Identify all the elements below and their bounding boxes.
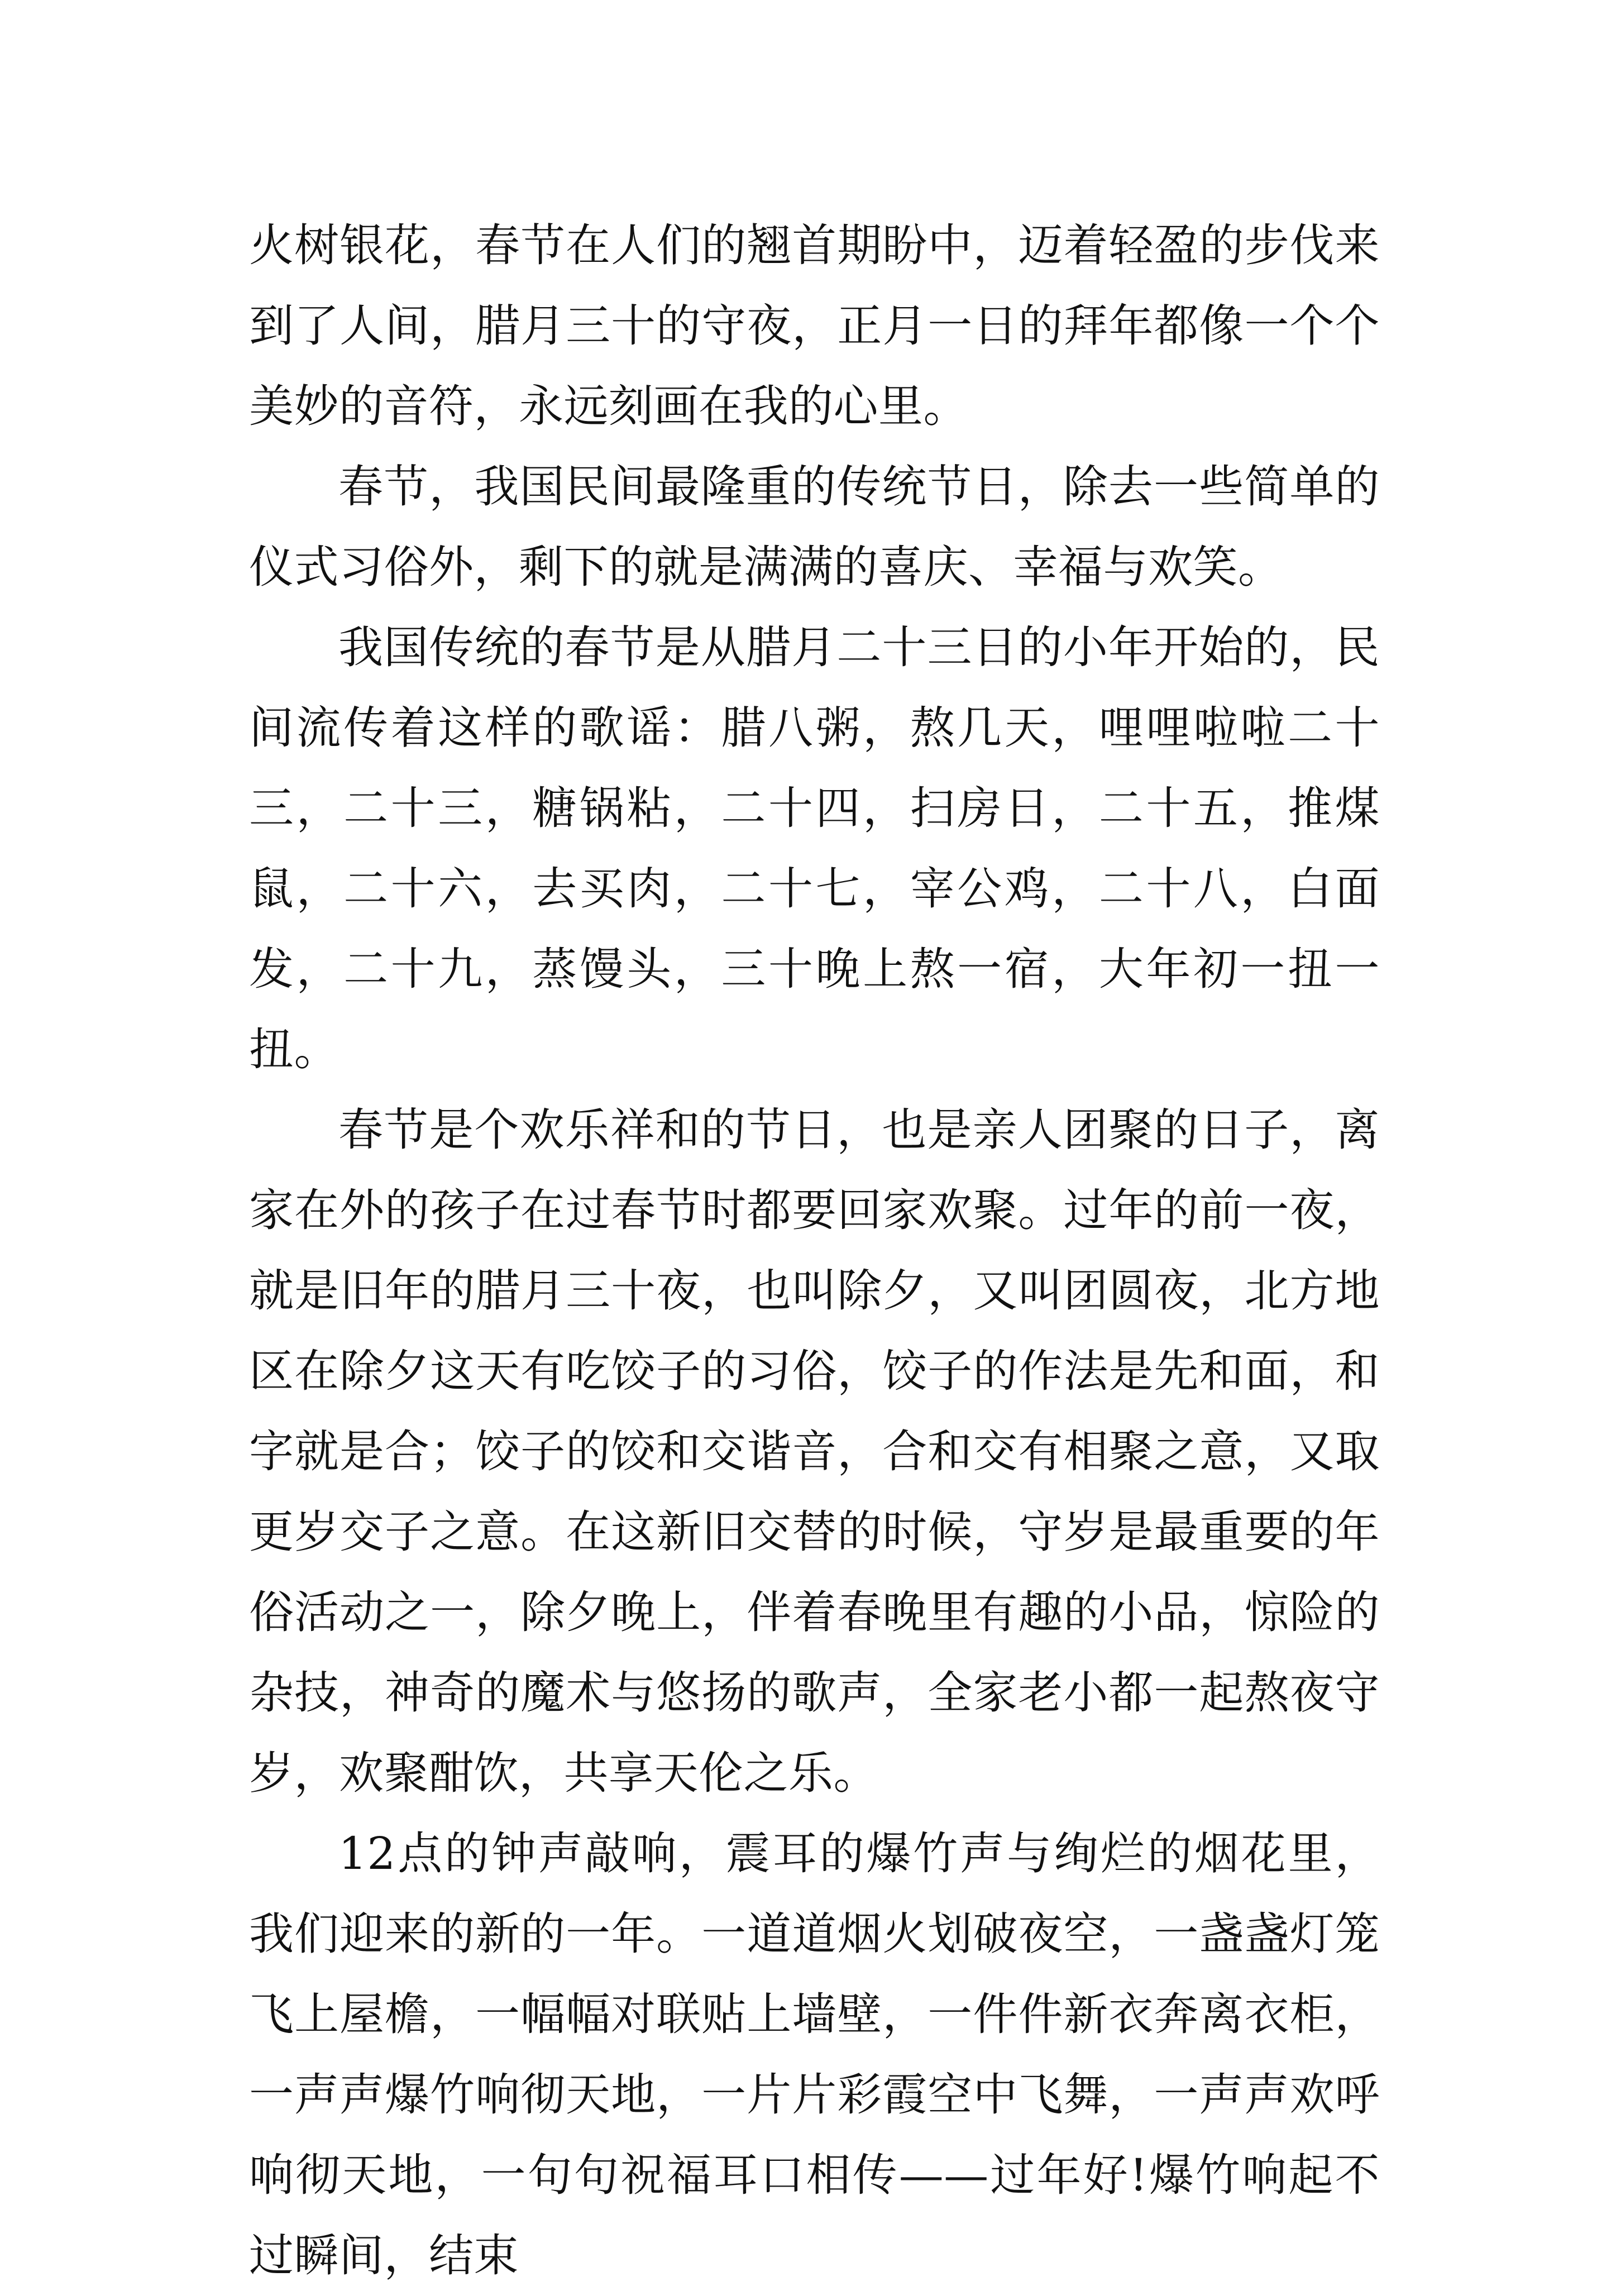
paragraph-3: 我国传统的春节是从腊月二十三日的小年开始的，民间流传着这样的歌谣：腊八粥，熬几天，哩哩啦啦二十三，二十三，糖锅粘，二十四，扫房日，二十五，推煤鼠，二十六，去买肉，二十七，宰公鸡，二十八，白面发，二十九，蒸馒头，三十晚上熬一宿，大年初一扭一扭。 <box>249 621 1380 1075</box>
article-body <box>249 205 1380 2296</box>
paragraph-1: 火树银花，春节在人们的翘首期盼中，迈着轻盈的步伐来到了人间，腊月三十的守夜，正月一日的拜年都像一个个美妙的音符，永远刻画在我的心里。 <box>249 219 1380 432</box>
paragraph-4: 春节是个欢乐祥和的节日，也是亲人团聚的日子，离家在外的孩子在过春节时都要回家欢聚。过年的前一夜，就是旧年的腊月三十夜，也叫除夕，又叫团圆夜，北方地区在除夕这天有吃饺子的习俗，饺子的作法是先和面，和字就是合；饺子的饺和交谐音，合和交有相聚之意，又取更岁交子之意。在这新旧交替的时候，守岁是最重要的年俗活动之一，除夕晚上，伴着春晚里有趣的小品，惊险的杂技，神奇的魔术与悠扬的歌声，全家老小都一起熬夜守岁，欢聚酣饮，共享天伦之乐。 <box>249 1104 1380 1799</box>
paragraph-2: 春节，我国民间最隆重的传统节日，除去一些简单的仪式习俗外，剩下的就是满满的喜庆、幸福与欢笑。 <box>249 461 1380 593</box>
paragraph-5: 12点的钟声敲响，震耳的爆竹声与绚烂的烟花里，我们迎来的新的一年。一道道烟火划破夜空，一盏盏灯笼飞上屋檐，一幅幅对联贴上墙壁，一件件新衣奔离衣柜，一声声爆竹响彻天地，一片片彩霞空中飞舞，一声声欢呼响彻天地，一句句祝福耳口相传——过年好!爆竹响起不过瞬间，结束 <box>249 1828 1380 2281</box>
